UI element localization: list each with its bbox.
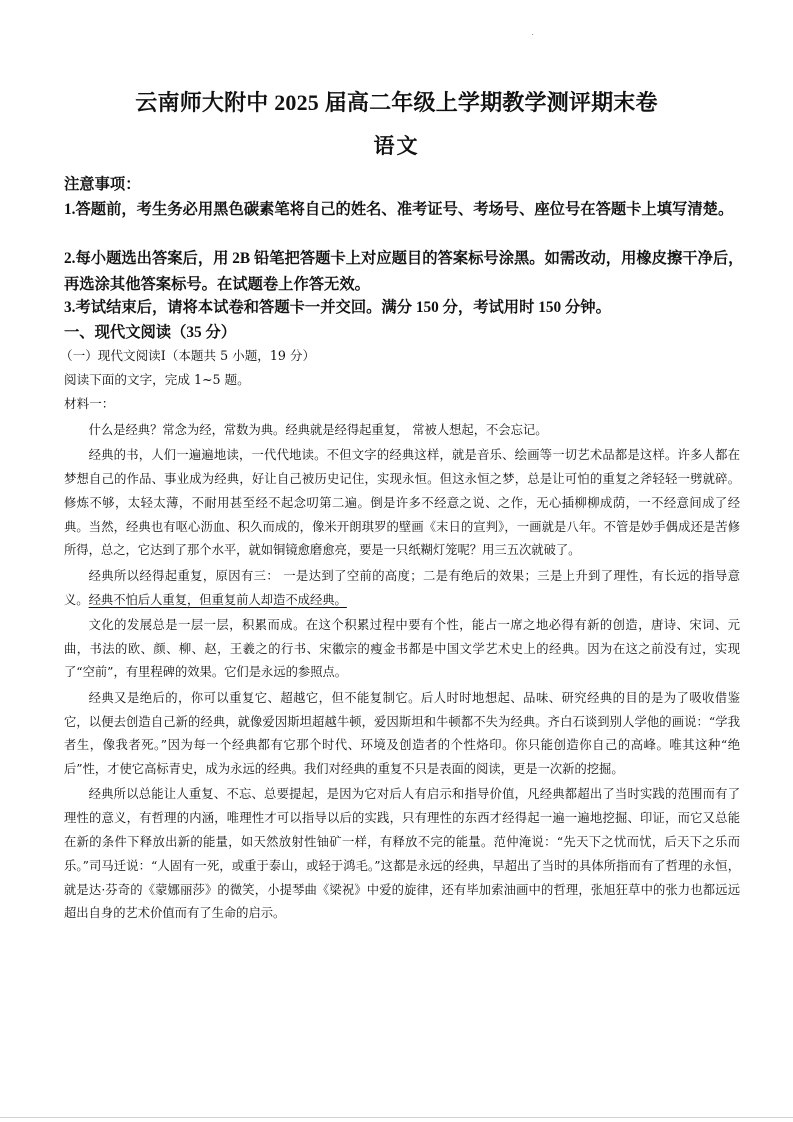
passage-paragraph-3 bbox=[64, 565, 740, 613]
sub-section-heading: （一）现代文阅读Ⅰ（本题共 5 小题，19 分） bbox=[60, 348, 316, 363]
section-heading: 一、现代文阅读（35 分） bbox=[64, 324, 237, 341]
subject-title: 语文 bbox=[373, 134, 420, 158]
underlined-sentence: 经典不怕后人重复，但重复前人却造不成经典。 bbox=[88, 592, 347, 607]
exam-title: 云南师大附中 2025 届高二年级上学期教学测评期末卷 bbox=[135, 90, 658, 115]
passage-paragraph-5: 经典又是绝后的，你可以重复它、超越它，但不能复制它。后人时时地想起、品味、研究经典的目的是为了吸收借鉴它，以便去创造自己新的经典，就像爱因斯坦超越牛顿，爱因斯坦和牛顿都不失为经典。齐白石谈到别人学他的画说：“学我者生，像我者死。”因为每一个经典都有它那个时代、环境及创造者的个性烙印。你只能创造你自己的高峰。唯其这种“绝后”性，才使它高标青史，成为永远的经典。我们对经典的重复不只是表面的阅读，更是一次新的挖掘。 bbox=[64, 690, 740, 777]
notice-item-2: 2.每小题选出答案后，用 2B 铅笔把答题卡上对应题目的答案标号涂黑。如需改动，用橡皮擦干净后，再选涂其他答案标号。在试题卷上作答无效。 bbox=[64, 250, 744, 293]
notice-item-3: 3.考试结束后，请将本试卷和答题卡一并交回。满分 150 分，考试用时 150 分钟。 bbox=[64, 299, 611, 316]
paragraph-3-text: 经典所以经得起重复，原因有三： 一是达到了空前的高度；二是有绝后的效果；三是上升到了理性，有长远的指导意义。 bbox=[64, 568, 740, 607]
passage-paragraph-2: 经典的书，人们一遍遍地读，一代代地读。不但文字的经典这样，就是音乐、绘画等一切艺术品都是这样。许多人都在梦想自己的作品、事业成为经典，好让自己被历史记住，实现永恒。但这永恒之梦，总是让可怕的重复之斧轻轻一劈就碎。修炼不够，太轻太薄，不耐用甚至经不起念叨第二遍。倒是许多不经意之说、之作，无心插柳柳成荫，一不经意间成了经典。当然，经典也有呕心沥血、积久而成的，像米开朗琪罗的壁画《末日的宣判》，一画就是八年。不管是妙手偶成还是苦修所得，总之，它达到了那个水平，就如铜镜愈磨愈亮，要是一只纸糊灯笼呢？用三五次就破了。 bbox=[64, 448, 740, 558]
page-bottom-edge bbox=[0, 1117, 793, 1118]
passage bbox=[64, 419, 740, 928]
notice-heading: 注意事项： bbox=[64, 176, 141, 193]
material-label: 材料一： bbox=[64, 396, 115, 411]
passage-paragraph-1: 什么是经典？常念为经，常数为典。经典就是经得起重复， 常被人想起，不会忘记。 bbox=[88, 423, 548, 437]
passage-paragraph-6: 经典所以总能让人重复、不忘、总要提起，是因为它对后人有启示和指导价值，凡经典都超出了当时实践的范围而有了理性的意义，有哲理的内涵，唯理性才可以指导以后的实践，只有理性的东西才经得起一遍一遍地挖掘、印证，而它又总能在新的条件下释放出新的能量，如天然放射性铀矿一样，有释放不完的能量。范仲淹说：“先天下之忧而忧，后天下之乐而乐。”司马迁说：“人固有一死，或重于泰山，或轻于鸿毛。”这都是永远的经典，早超出了当时的具体所指而有了哲理的永恒，就是达·芬奇的《蒙娜丽莎》的微笑，小提琴曲《梁祝》中爱的旋律，还有毕加索油画中的哲理，张旭狂草中的张力也都远远超出自身的艺术价值而有了生命的启示。 bbox=[64, 787, 740, 921]
scan-speck bbox=[532, 34, 533, 35]
passage-paragraph-4: 文化的发展总是一层一层，积累而成。在这个积累过程中要有个性，能占一席之地必得有新的创造，唐诗、宋词、元曲，书法的欧、颜、柳、赵，王羲之的行书、宋徽宗的瘦金书都是中国文学艺术史上的经典。因为在这之前没有过，实现了“空前”，有里程碑的效果。它们是永远的参照点。 bbox=[64, 617, 740, 680]
notice-item-1: 1.答题前，考生务必用黑色碳素笔将自己的姓名、准考证号、考场号、座位号在答题卡上填写清楚。 bbox=[64, 201, 734, 218]
reading-instruction: 阅读下面的文字，完成 1~5 题。 bbox=[64, 372, 250, 387]
